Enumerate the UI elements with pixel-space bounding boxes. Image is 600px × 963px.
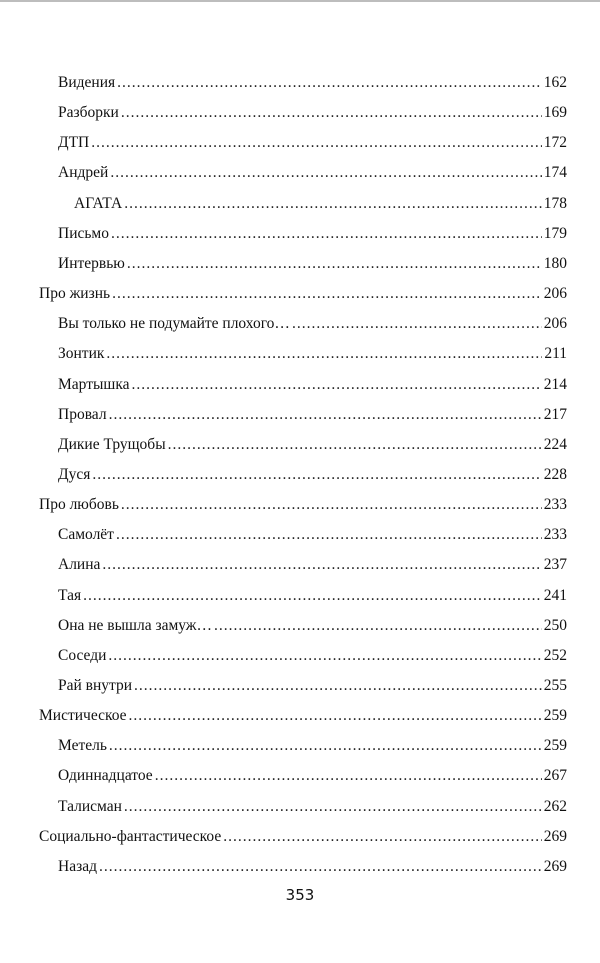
toc-entry [58, 131, 567, 155]
toc-entry-page: 179 [543, 224, 567, 242]
toc-entry [58, 614, 567, 638]
toc-entry-page: 241 [543, 586, 567, 604]
toc-entry-title: Про жизнь [39, 285, 111, 303]
toc-entry [58, 373, 567, 397]
toc-dot-leader [111, 222, 542, 246]
toc-entry-title: Она не вышла замуж… [58, 616, 213, 634]
toc-dot-leader [292, 312, 542, 336]
toc-dot-leader [108, 644, 541, 668]
toc-entry-page: 214 [543, 375, 567, 393]
toc-entry [58, 252, 567, 276]
toc-entry-page: 252 [543, 646, 567, 664]
toc-entry-title: Разборки [58, 104, 119, 122]
toc-entry-title: Интервью [58, 254, 125, 272]
toc-entry-title: Дикие Трущобы [58, 435, 166, 453]
toc-entry [58, 553, 567, 577]
toc-section-entry [39, 704, 567, 728]
toc-entry-title: Одиннадцатое [58, 767, 153, 785]
toc-dot-leader [223, 825, 542, 849]
toc-entry-title: Мартышка [58, 375, 130, 393]
toc-dot-leader [106, 342, 542, 366]
toc-entry-page: 162 [543, 74, 567, 91]
toc-dot-leader [132, 373, 542, 397]
toc-entry [58, 795, 567, 819]
toc-section-entry [39, 282, 567, 306]
toc-section-entry [39, 493, 567, 517]
toc-entry-page: 259 [543, 737, 567, 755]
toc-entry-title: Метель [58, 737, 107, 755]
toc-dot-leader [116, 523, 542, 547]
toc-entry [74, 192, 567, 216]
toc-entry-page: 178 [543, 194, 567, 212]
toc-entry-title: Мистическое [39, 707, 127, 725]
toc-entry-page: 250 [543, 616, 567, 634]
page-number: 353 [285, 886, 315, 904]
toc-entry [58, 855, 567, 879]
toc-entry-title: Провал [58, 405, 107, 423]
toc-entry-page: 174 [543, 164, 567, 182]
toc-entry [58, 161, 567, 185]
toc-entry-title: Рай внутри [58, 677, 133, 694]
toc-entry-title: Талисман [58, 797, 122, 815]
toc-entry [58, 71, 567, 95]
toc-dot-leader [112, 282, 542, 306]
toc-dot-leader [168, 433, 542, 457]
toc-entry-page: 217 [543, 405, 567, 423]
toc-entry [58, 342, 567, 366]
toc-entry-page: 259 [543, 707, 567, 725]
page-top-border [0, 0, 600, 2]
toc-entry [58, 312, 567, 336]
toc-entry-page: 269 [543, 827, 567, 845]
toc-dot-leader [117, 71, 542, 95]
toc-entry-title: Соседи [58, 646, 107, 664]
toc-entry-page: 237 [543, 556, 567, 574]
toc-entry [58, 644, 567, 668]
toc-entry [58, 433, 567, 457]
toc-entry-page: 267 [543, 767, 567, 785]
toc-entry-page: 206 [543, 315, 567, 333]
toc-entry-title: Письмо [58, 224, 109, 242]
toc-entry-title: Про любовь [39, 496, 119, 514]
toc-entry-title: Тая [58, 586, 82, 604]
toc-section-entry [39, 825, 567, 849]
toc-entry-page: 233 [543, 496, 567, 514]
toc-dot-leader [92, 463, 541, 487]
toc-entry-page: 224 [543, 435, 567, 453]
toc-entry-title: Социально-фантастическое [39, 827, 222, 845]
toc-entry-page: 262 [543, 797, 567, 815]
toc-entry-title: Алина [58, 556, 101, 574]
toc-dot-leader [121, 101, 542, 125]
toc-dot-leader [102, 553, 541, 577]
toc-entry-title: Вы только не подумайте плохого… [58, 315, 290, 333]
toc-dot-leader [83, 584, 542, 608]
toc-entry-title: Самолёт [58, 526, 114, 544]
toc-entry-page: 269 [543, 857, 567, 875]
toc-dot-leader [91, 131, 542, 155]
toc-dot-leader [129, 704, 542, 728]
toc-entry [58, 734, 567, 758]
toc-dot-leader [99, 855, 542, 879]
toc-entry [58, 463, 567, 487]
toc-entry-title: Зонтик [58, 345, 105, 363]
toc-entry-title: Назад [58, 857, 97, 875]
toc-entry [58, 674, 567, 698]
toc-entry [58, 101, 567, 125]
toc-entry-page: 180 [543, 254, 567, 272]
toc-entry [58, 584, 567, 608]
toc-entry-title: ДТП [58, 134, 90, 152]
toc-entry [58, 222, 567, 246]
toc-dot-leader [109, 403, 542, 427]
toc-entry-page: 233 [543, 526, 567, 544]
toc-dot-leader [134, 674, 542, 698]
toc-entry-page: 211 [544, 345, 567, 363]
toc-dot-leader [124, 192, 542, 216]
toc-entry [58, 764, 567, 788]
toc-entry-page: 228 [543, 465, 567, 483]
toc-dot-leader [214, 614, 542, 638]
toc-entry-page: 206 [543, 285, 567, 303]
toc-entry [58, 523, 567, 547]
toc-dot-leader [127, 252, 542, 276]
toc-entry-title: АГАТА [74, 194, 123, 212]
toc-entry-title: Дуся [58, 465, 91, 483]
toc-entry-page: 169 [543, 104, 567, 122]
toc-entry-title: Андрей [58, 164, 109, 182]
toc-dot-leader [110, 161, 541, 185]
toc-dot-leader [121, 493, 542, 517]
toc-dot-leader [155, 764, 542, 788]
toc-entry-page: 172 [543, 134, 567, 152]
toc-dot-leader [124, 795, 542, 819]
toc-entry-title: Видения [58, 74, 116, 91]
toc-entry [58, 403, 567, 427]
toc-dot-leader [109, 734, 542, 758]
toc-entry-page: 255 [543, 677, 567, 694]
